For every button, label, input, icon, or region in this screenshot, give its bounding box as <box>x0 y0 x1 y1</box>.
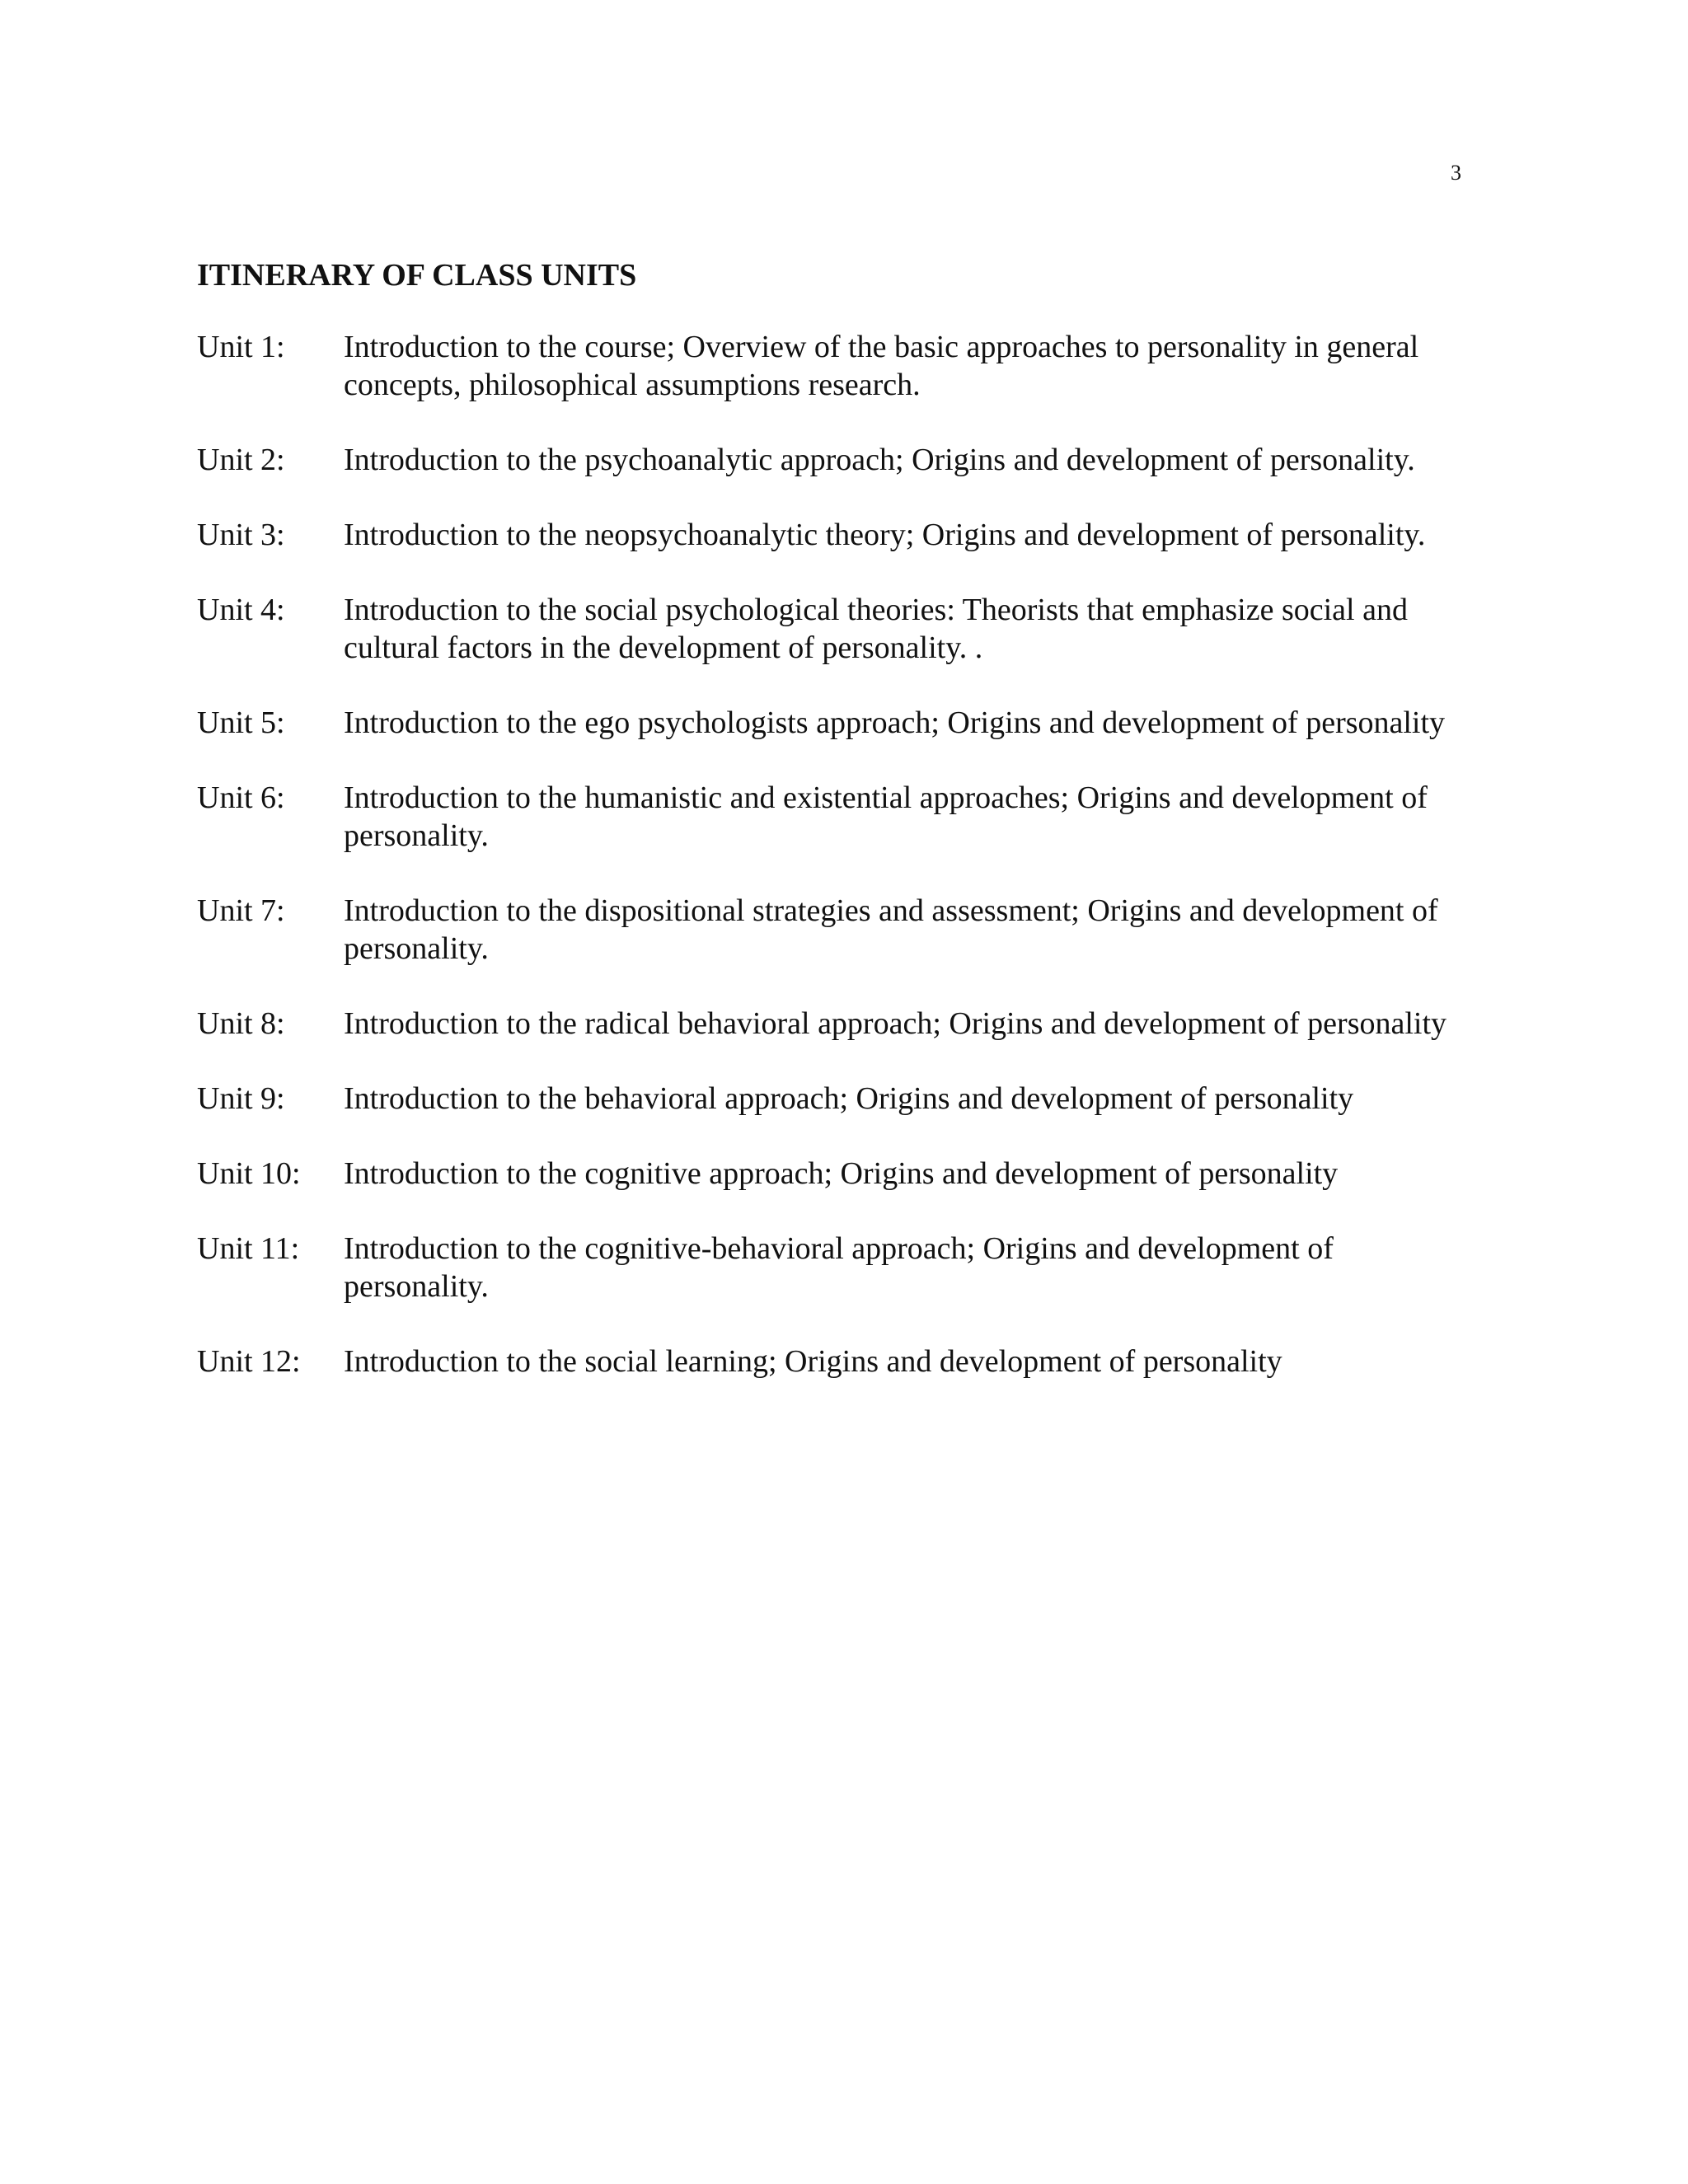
unit-label: Unit 2: <box>197 443 285 477</box>
unit-label: Unit 11: <box>197 1231 300 1266</box>
unit-label: Unit 5: <box>197 705 285 740</box>
units-list <box>197 328 1516 1418</box>
unit-item-8 <box>197 1005 1516 1043</box>
unit-description: Introduction to the radical behavioral approach; Origins and development of personality <box>344 1006 1447 1041</box>
unit-description: Introduction to the behavioral approach; Origins and development of personality <box>344 1081 1354 1116</box>
unit-label: Unit 8: <box>197 1006 285 1041</box>
unit-item-7 <box>197 892 1516 968</box>
unit-item-2 <box>197 441 1516 479</box>
unit-description: Introduction to the course; Overview of the basic approaches to personality in general concepts, philosophical assumptions research. <box>344 330 1419 402</box>
unit-item-11 <box>197 1230 1516 1305</box>
unit-description: Introduction to the psychoanalytic approach; Origins and development of personality. <box>344 443 1415 477</box>
unit-item-10 <box>197 1155 1516 1193</box>
unit-description: Introduction to the dispositional strategies and assessment; Origins and development of personality. <box>344 893 1438 966</box>
unit-description: Introduction to the cognitive-behavioral approach; Origins and development of personality. <box>344 1231 1334 1304</box>
unit-description: Introduction to the ego psychologists approach; Origins and development of personality <box>344 705 1446 740</box>
unit-item-12 <box>197 1343 1516 1380</box>
unit-label: Unit 9: <box>197 1081 285 1116</box>
unit-label: Unit 6: <box>197 780 285 815</box>
document-title: ITINERARY OF CLASS UNITS <box>197 258 637 293</box>
unit-description: Introduction to the neopsychoanalytic theory; Origins and development of personality. <box>344 518 1426 552</box>
unit-item-1 <box>197 328 1516 404</box>
unit-item-9 <box>197 1080 1516 1118</box>
unit-label: Unit 10: <box>197 1156 301 1191</box>
unit-label: Unit 4: <box>197 593 285 627</box>
page-number: 3 <box>1451 161 1461 185</box>
unit-description: Introduction to the humanistic and existential approaches; Origins and development of personality. <box>344 780 1428 853</box>
unit-item-6 <box>197 779 1516 855</box>
unit-description: Introduction to the social learning; Origins and development of personality <box>344 1344 1282 1379</box>
unit-label: Unit 1: <box>197 330 285 364</box>
unit-label: Unit 3: <box>197 518 285 552</box>
unit-item-5 <box>197 704 1516 742</box>
unit-description: Introduction to the cognitive approach; Origins and development of personality <box>344 1156 1339 1191</box>
unit-label: Unit 12: <box>197 1344 301 1379</box>
unit-item-4 <box>197 591 1516 667</box>
unit-label: Unit 7: <box>197 893 285 928</box>
unit-description: Introduction to the social psychological theories: Theorists that emphasize social and cultural factors in the development of personality. . <box>344 593 1408 665</box>
unit-item-3 <box>197 516 1516 554</box>
